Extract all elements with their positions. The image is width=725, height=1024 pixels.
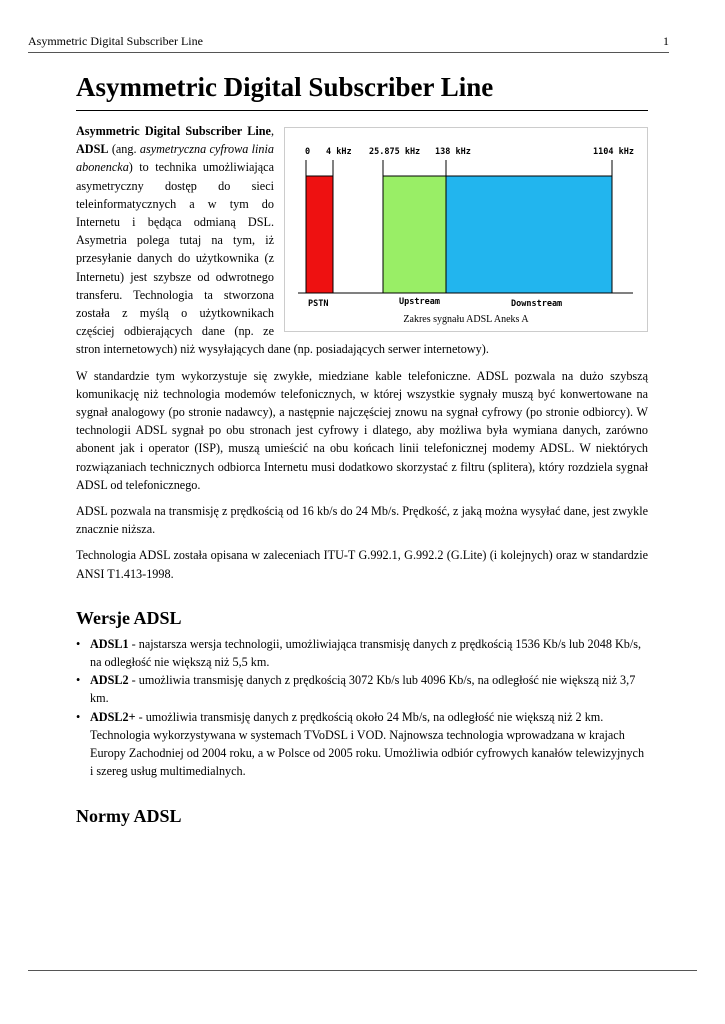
- freq-label-0: 0: [305, 147, 311, 157]
- band-label-upstream: Upstream: [399, 297, 440, 307]
- list-item: [76, 671, 648, 707]
- versions-list: [76, 635, 648, 781]
- running-header: [28, 34, 669, 52]
- version-name: ADSL2: [90, 673, 129, 688]
- ang-prefix: (ang.: [108, 142, 140, 157]
- running-title: Asymmetric Digital Subscriber Line: [28, 34, 203, 48]
- freq-label-4khz: 4 kHz: [326, 147, 352, 157]
- adsl-spectrum-diagram: [293, 136, 639, 311]
- version-desc: - najstarsza wersja technologii, umożliwiająca transmisję danych z prędkością 1536 Kb/s lub 2048 Kb/s, na odległość nie większą niż 5,5 km.: [90, 636, 642, 670]
- figure-caption: Zakres sygnału ADSL Aneks A: [403, 314, 529, 325]
- version-desc: - umożliwia transmisję danych z prędkością około 24 Mb/s, na odległość nie większą niż 2 km. Technologia wykorzystywana w systemach TVoDSL i VOD. Najnowsza technologia wprowadzana w krajach Europy Zachodniej od 2004 roku, a w Polsce od 2005 roku. Umożliwia odbiór cyfrowych kanałów telewizyjnych i szereg usług multimedialnych.: [90, 709, 645, 779]
- bullet-icon: •: [76, 709, 81, 724]
- band-label-pstn: PSTN: [308, 299, 329, 309]
- intro-rest: ) to technika umożliwiająca asymetryczny dostęp do sieci teleinformatycznych a w tym do Internetu i będąca odmianą DSL. Asymetria polega tutaj na tym, iż przesyłanie danych do użytkownika (z Internetu) jest szybsze od odwrotnego transferu. Technologia ta stworzona została z myślą o użytkownikach częściej odbierających dane (np. ze stron internetowych) niż wysyłających dane (np. posiadających serwer internetowy).: [76, 160, 489, 357]
- band-label-downstream: Downstream: [511, 299, 563, 309]
- footer-rule: [28, 970, 697, 971]
- bullet-icon: •: [76, 636, 81, 651]
- term-bold: Asymmetric Digital Subscriber Line: [76, 124, 271, 138]
- bullet-icon: •: [76, 673, 81, 688]
- freq-label-138khz: 138 kHz: [435, 147, 471, 157]
- section-heading-norms: Normy ADSL: [76, 805, 182, 826]
- intro-section: [76, 122, 648, 359]
- list-item: [76, 708, 648, 781]
- freq-label-25khz: 25.875 kHz: [369, 147, 421, 157]
- page-title: Asymmetric Digital Subscriber Line: [76, 72, 494, 102]
- paragraph-3: Technologia ADSL została opisana w zaleceniach ITU-T G.992.1, G.992.2 (G.Lite) (i kolejnych) oraz w standardzie ANSI T1.413-1998.: [76, 548, 648, 581]
- version-name: ADSL1: [90, 636, 129, 651]
- paragraph-1: W standardzie tym wykorzystuje się zwykłe, miedziane kable telefoniczne. ADSL pozwala na dużo szybszą komunikację niż technologia modemów telefonicznych, w której wszystkie sygnały muszą być konwertowane na sygnał analogowy (po stronie nadawcy), a następnie najczęściej znowu na sygnał cyfrowy (po stronie odbiorcy). W technologii ADSL sygnał po obu stronach jest cyfrowy i dlatego, aby możliwa była wymiana danych, zarówno abonent jak i operator (ISP), muszą umieścić na obu końcach linii telefonicznej modemy ADSL. W niektórych rozwiązaniach technicznych odbiorca Internetu musi dodatkowo skorzystać z filtru (splitera), który rozdziela sygnał ADSL od telefonicznego.: [76, 368, 648, 492]
- article-content: [76, 122, 648, 833]
- title-rule: [76, 110, 648, 111]
- list-item: [76, 635, 648, 671]
- band-upstream: [383, 176, 446, 293]
- abbr-bold: ADSL: [76, 142, 109, 157]
- version-desc: - umożliwia transmisję danych z prędkością 3072 Kb/s lub 4096 Kb/s, na odległość nie większą niż 3,7 km.: [90, 673, 636, 706]
- band-pstn: [306, 176, 333, 293]
- paragraph-2: ADSL pozwala na transmisję z prędkością od 16 kb/s do 24 Mb/s. Prędkość, z jaką można wysyłać dane, jest zwykle znacznie niższa.: [76, 504, 648, 537]
- term-comma: ,: [270, 124, 274, 138]
- page-number: 1: [663, 34, 669, 48]
- freq-label-1104khz: 1104 kHz: [593, 147, 634, 157]
- version-name: ADSL2+: [90, 709, 136, 724]
- adsl-spectrum-figure: [284, 127, 648, 332]
- band-downstream: [446, 176, 612, 293]
- header-rule: [28, 52, 669, 53]
- section-heading-versions: Wersje ADSL: [76, 607, 182, 628]
- polish-term: asymetryczna cyfrowa linia abonencka: [76, 142, 274, 175]
